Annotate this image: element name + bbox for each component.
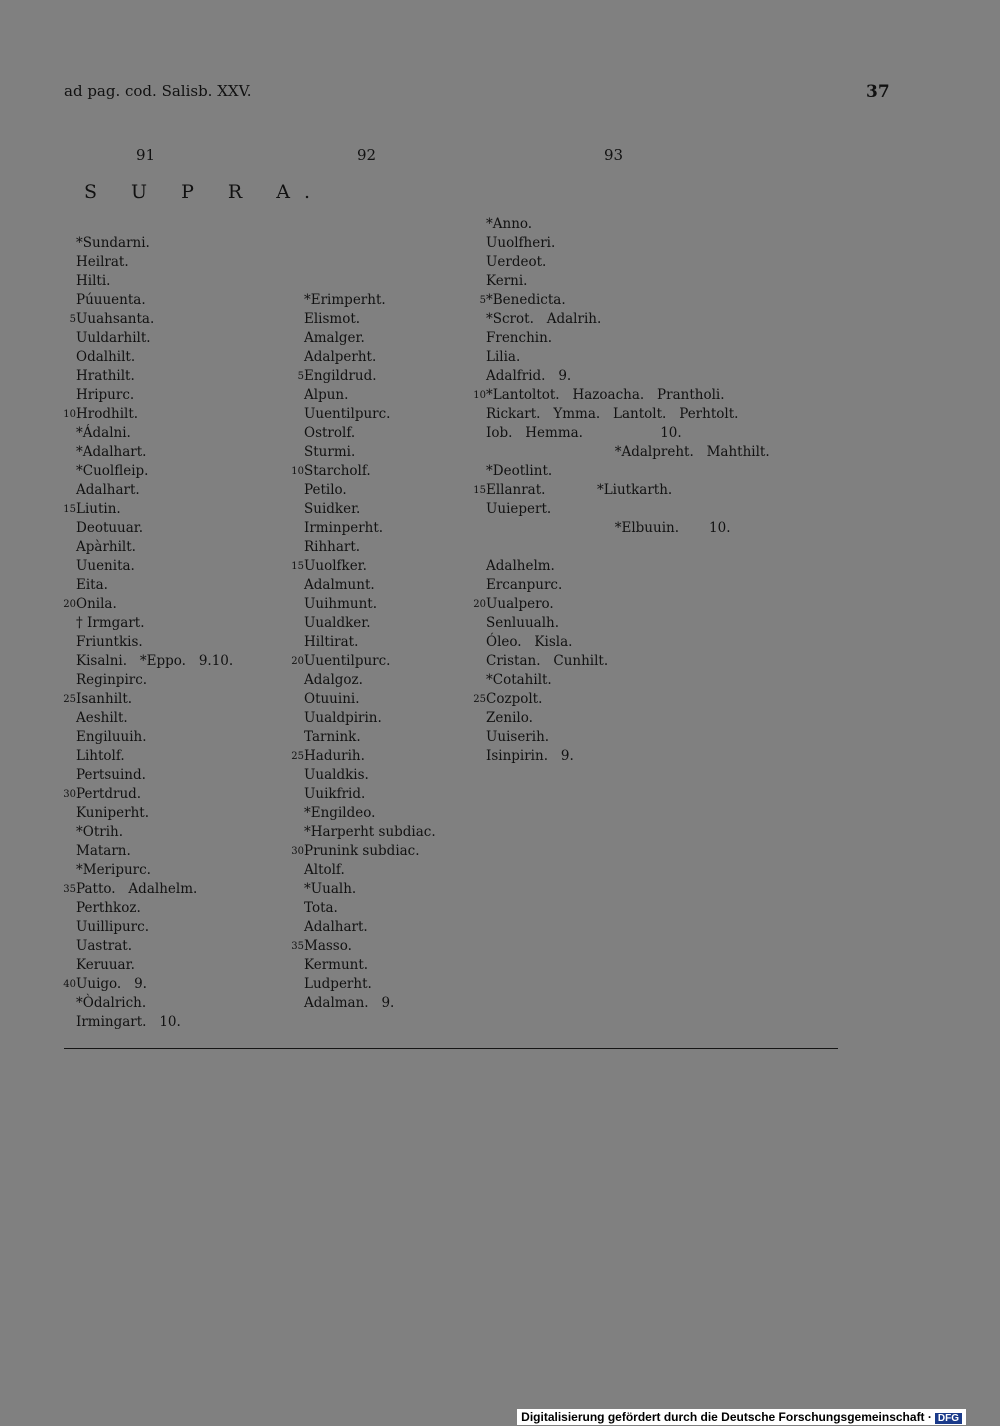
name-entry: *Otrih. xyxy=(76,824,123,840)
name-entry: Uuentilpurc. xyxy=(304,653,391,669)
entry-line xyxy=(284,633,484,652)
entry-line xyxy=(466,614,786,633)
entry-line xyxy=(284,804,484,823)
entry-line xyxy=(56,272,276,291)
line-number: 5 xyxy=(479,295,486,306)
entry-line xyxy=(56,633,276,652)
name-entry: Hrodhilt. xyxy=(76,406,139,422)
name-entry: *Sundarni. xyxy=(76,235,150,251)
section-title: S U P R A. xyxy=(84,181,325,203)
entry-line xyxy=(284,310,484,329)
entry-line xyxy=(56,918,276,937)
entry-line xyxy=(56,386,276,405)
entry-line xyxy=(56,367,276,386)
bottom-rule xyxy=(64,1048,838,1049)
name-entry: Adalhelm. xyxy=(486,558,555,574)
footer-credit xyxy=(517,1409,966,1425)
name-entry: Uuihmunt. xyxy=(304,596,377,612)
name-entry: Adalfrid. 9. xyxy=(486,368,572,384)
entry-line xyxy=(56,614,276,633)
entry-line xyxy=(466,462,786,481)
name-entry: Zenilo. xyxy=(486,710,533,726)
name-entry: *Benedicta. xyxy=(486,292,566,308)
entry-line xyxy=(466,291,786,310)
name-entry: *Meripurc. xyxy=(76,862,151,878)
entry-line xyxy=(56,956,276,975)
entry-line xyxy=(284,500,484,519)
name-entry: Adalmunt. xyxy=(304,577,375,593)
entry-line xyxy=(56,481,276,500)
entry-line xyxy=(284,842,484,861)
entry-line xyxy=(284,462,484,481)
name-entry: Isanhilt. xyxy=(76,691,133,707)
entry-line xyxy=(56,899,276,918)
entry-line xyxy=(56,785,276,804)
entry-line xyxy=(466,234,786,253)
name-entry: Uuolfheri. xyxy=(486,235,556,251)
entry-line xyxy=(56,1013,276,1032)
name-entry: Púuuenta. xyxy=(76,292,146,308)
name-entry: Reginpirc. xyxy=(76,672,148,688)
page-number: 37 xyxy=(866,82,890,102)
name-entry: Irminperht. xyxy=(304,520,384,536)
name-entry: Prunink subdiac. xyxy=(304,843,420,859)
entry-line xyxy=(284,614,484,633)
name-entry: Pertsuind. xyxy=(76,767,146,783)
entry-line xyxy=(56,557,276,576)
entry-line xyxy=(466,310,786,329)
entry-line xyxy=(56,443,276,462)
name-entry: Adalhart. xyxy=(76,482,140,498)
name-entry: Lihtolf. xyxy=(76,748,125,764)
name-entry: Uualdker. xyxy=(304,615,371,631)
name-entry: Uuldarhilt. xyxy=(76,330,151,346)
entry-line xyxy=(284,652,484,671)
name-entry: *Adalpreht. Mahthilt. xyxy=(486,444,770,460)
name-entry: Adalman. 9. xyxy=(304,995,395,1011)
entry-line xyxy=(56,652,276,671)
name-entry: Uuiepert. xyxy=(486,501,552,517)
name-entry: Apàrhilt. xyxy=(76,539,136,555)
line-number: 5 xyxy=(297,371,304,382)
entry-line xyxy=(466,329,786,348)
line-number: 5 xyxy=(69,314,76,325)
name-entry: Patto. Adalhelm. xyxy=(76,881,198,897)
entry-line xyxy=(56,861,276,880)
entry-line xyxy=(56,709,276,728)
name-entry: *Ádalni. xyxy=(76,425,131,441)
name-entry: Adalperht. xyxy=(304,349,377,365)
column-number-92: 92 xyxy=(357,146,377,164)
entry-line xyxy=(466,253,786,272)
name-entry: *Cotahilt. xyxy=(486,672,552,688)
name-entry: Adalgoz. xyxy=(304,672,363,688)
name-entry: Matarn. xyxy=(76,843,131,859)
entry-line xyxy=(56,576,276,595)
name-entry: Uerdeot. xyxy=(486,254,547,270)
entry-line xyxy=(284,576,484,595)
running-header: ad pag. cod. Salisb. XXV. xyxy=(64,82,252,100)
entry-line xyxy=(284,785,484,804)
line-number: 20 xyxy=(63,599,76,610)
name-entry: Aeshilt. xyxy=(76,710,128,726)
entry-line xyxy=(56,728,276,747)
line-number: 10 xyxy=(291,466,304,477)
entry-line xyxy=(56,462,276,481)
entry-line xyxy=(284,291,484,310)
name-entry: Amalger. xyxy=(304,330,365,346)
line-number: 40 xyxy=(63,979,76,990)
name-entry: Rihhart. xyxy=(304,539,361,555)
entry-line xyxy=(284,918,484,937)
entry-line xyxy=(284,690,484,709)
entry-line xyxy=(466,538,786,557)
line-number: 15 xyxy=(473,485,486,496)
line-number: 35 xyxy=(63,884,76,895)
entry-line xyxy=(284,329,484,348)
entry-line xyxy=(284,481,484,500)
entry-line xyxy=(284,367,484,386)
name-entry: *Erimperht. xyxy=(304,292,386,308)
entry-line xyxy=(466,728,786,747)
line-number: 10 xyxy=(473,390,486,401)
line-number: 15 xyxy=(291,561,304,572)
entry-line xyxy=(466,519,786,538)
entry-line xyxy=(284,728,484,747)
name-entry: Tarnink. xyxy=(304,729,361,745)
name-entry: Tota. xyxy=(304,900,338,916)
entry-line xyxy=(284,538,484,557)
entry-line xyxy=(284,405,484,424)
entry-line xyxy=(56,405,276,424)
entry-line xyxy=(56,937,276,956)
name-entry: Lilia. xyxy=(486,349,521,365)
name-entry: Uuahsanta. xyxy=(76,311,155,327)
entry-line xyxy=(56,747,276,766)
name-entry: Odalhilt. xyxy=(76,349,136,365)
entry-line xyxy=(284,424,484,443)
line-number: 20 xyxy=(473,599,486,610)
entry-line xyxy=(284,766,484,785)
line-number: 30 xyxy=(63,789,76,800)
name-entry: Engildrud. xyxy=(304,368,377,384)
entry-line xyxy=(56,538,276,557)
entry-line xyxy=(56,291,276,310)
name-entry: Starcholf. xyxy=(304,463,371,479)
name-entry: Hilti. xyxy=(76,273,111,289)
entry-line xyxy=(466,595,786,614)
name-entry: Masso. xyxy=(304,938,352,954)
entry-line xyxy=(466,481,786,500)
entry-line xyxy=(56,690,276,709)
entry-line xyxy=(466,215,786,234)
line-number: 25 xyxy=(473,694,486,705)
entry-line xyxy=(466,386,786,405)
name-column-1 xyxy=(56,234,276,1032)
name-entry: *Uualh. xyxy=(304,881,357,897)
entry-line xyxy=(284,709,484,728)
name-entry: Uuenita. xyxy=(76,558,135,574)
entry-line xyxy=(56,519,276,538)
name-entry: Elismot. xyxy=(304,311,361,327)
footer-text: Digitalisierung gefördert durch die Deutsche Forschungsgemeinschaft · xyxy=(521,1410,932,1424)
entry-line xyxy=(284,595,484,614)
entry-line xyxy=(56,994,276,1013)
name-entry: Frenchin. xyxy=(486,330,553,346)
entry-line xyxy=(284,880,484,899)
name-entry: Uuentilpurc. xyxy=(304,406,391,422)
name-entry: Altolf. xyxy=(304,862,345,878)
name-entry: Uuikfrid. xyxy=(304,786,366,802)
entry-line xyxy=(466,272,786,291)
entry-line xyxy=(284,557,484,576)
entry-line xyxy=(284,519,484,538)
name-entry: Cristan. Cunhilt. xyxy=(486,653,609,669)
line-number: 25 xyxy=(291,751,304,762)
entry-line xyxy=(466,690,786,709)
entry-line xyxy=(56,310,276,329)
entry-line xyxy=(56,595,276,614)
name-entry: Pertdrud. xyxy=(76,786,142,802)
name-entry: Perthkoz. xyxy=(76,900,141,916)
name-entry: Irmingart. 10. xyxy=(76,1014,181,1030)
name-entry: Uuigo. 9. xyxy=(76,976,147,992)
entry-line xyxy=(56,234,276,253)
name-entry: *Òdalrich. xyxy=(76,995,147,1011)
line-number: 25 xyxy=(63,694,76,705)
entry-line xyxy=(284,861,484,880)
name-entry: Ludperht. xyxy=(304,976,372,992)
entry-line xyxy=(56,348,276,367)
entry-line xyxy=(466,424,786,443)
entry-line xyxy=(56,823,276,842)
name-column-3 xyxy=(466,215,786,766)
name-entry: Kermunt. xyxy=(304,957,369,973)
entry-line xyxy=(466,671,786,690)
name-entry: *Scrot. Adalrih. xyxy=(486,311,602,327)
name-entry: Hripurc. xyxy=(76,387,135,403)
name-entry: Sturmi. xyxy=(304,444,356,460)
name-entry: Iob. Hemma. 10. xyxy=(486,425,682,441)
line-number: 35 xyxy=(291,941,304,952)
entry-line xyxy=(466,557,786,576)
entry-line xyxy=(284,937,484,956)
name-entry: Suidker. xyxy=(304,501,361,517)
name-column-2 xyxy=(284,291,484,1013)
name-entry: Kuniperht. xyxy=(76,805,149,821)
name-entry: Uuillipurc. xyxy=(76,919,149,935)
entry-line xyxy=(56,671,276,690)
entry-line xyxy=(284,348,484,367)
name-entry: *Engildeo. xyxy=(304,805,376,821)
name-entry: Hadurih. xyxy=(304,748,365,764)
entry-line xyxy=(284,956,484,975)
name-entry: Petilo. xyxy=(304,482,347,498)
name-entry: Liutin. xyxy=(76,501,121,517)
entry-line xyxy=(56,804,276,823)
entry-line xyxy=(284,975,484,994)
name-entry: *Harperht subdiac. xyxy=(304,824,436,840)
line-number: 20 xyxy=(291,656,304,667)
entry-line xyxy=(284,386,484,405)
name-entry: Adalhart. xyxy=(304,919,368,935)
entry-line xyxy=(56,975,276,994)
line-number: 30 xyxy=(291,846,304,857)
entry-line xyxy=(466,367,786,386)
name-entry: Friuntkis. xyxy=(76,634,143,650)
entry-line xyxy=(466,633,786,652)
name-entry: *Cuolfleip. xyxy=(76,463,149,479)
entry-line xyxy=(56,880,276,899)
name-entry: Deotuuar. xyxy=(76,520,144,536)
name-entry: Otuuini. xyxy=(304,691,360,707)
name-entry: Engiluuih. xyxy=(76,729,147,745)
line-number: 10 xyxy=(63,409,76,420)
entry-line xyxy=(284,823,484,842)
entry-line xyxy=(56,842,276,861)
name-entry: Rickart. Ymma. Lantolt. Perhtolt. xyxy=(486,406,739,422)
line-number: 15 xyxy=(63,504,76,515)
name-entry: Senluualh. xyxy=(486,615,559,631)
name-entry: Heilrat. xyxy=(76,254,129,270)
name-entry: Ostrolf. xyxy=(304,425,356,441)
entry-line xyxy=(466,576,786,595)
entry-line xyxy=(466,348,786,367)
entry-line xyxy=(284,994,484,1013)
column-number-93: 93 xyxy=(604,146,624,164)
entry-line xyxy=(56,766,276,785)
name-entry: Eita. xyxy=(76,577,108,593)
name-entry: Óleo. Kisla. xyxy=(486,634,573,650)
entry-line xyxy=(466,405,786,424)
name-entry: Cozpolt. xyxy=(486,691,543,707)
name-entry: Onila. xyxy=(76,596,117,612)
name-entry: Kisalni. *Eppo. 9.10. xyxy=(76,653,234,669)
entry-line xyxy=(56,329,276,348)
entry-line xyxy=(56,500,276,519)
name-entry: Uuiserih. xyxy=(486,729,550,745)
name-entry: † Irmgart. xyxy=(76,615,145,631)
name-entry: Hiltirat. xyxy=(304,634,359,650)
name-entry: Uastrat. xyxy=(76,938,132,954)
entry-line xyxy=(284,899,484,918)
name-entry: Ellanrat. *Liutkarth. xyxy=(486,482,673,498)
name-entry: *Anno. xyxy=(486,216,533,232)
entry-line xyxy=(466,500,786,519)
name-entry: Uualpero. xyxy=(486,596,554,612)
name-entry: Uualdpirin. xyxy=(304,710,382,726)
name-entry: Kerni. xyxy=(486,273,528,289)
name-entry: Isinpirin. 9. xyxy=(486,748,574,764)
name-entry: Ercanpurc. xyxy=(486,577,563,593)
entry-line xyxy=(56,253,276,272)
name-entry: Hrathilt. xyxy=(76,368,135,384)
name-entry: *Lantoltot. Hazoacha. Prantholi. xyxy=(486,387,725,403)
entry-line xyxy=(284,671,484,690)
entry-line xyxy=(56,424,276,443)
name-entry: Uualdkis. xyxy=(304,767,369,783)
name-entry: Alpun. xyxy=(304,387,349,403)
entry-line xyxy=(284,443,484,462)
name-entry: *Deotlint. xyxy=(486,463,553,479)
entry-line xyxy=(284,747,484,766)
name-entry: *Adalhart. xyxy=(76,444,147,460)
entry-line xyxy=(466,747,786,766)
entry-line xyxy=(466,709,786,728)
name-entry: Uuolfker. xyxy=(304,558,367,574)
name-entry: *Elbuuin. 10. xyxy=(486,520,731,536)
name-entry: Keruuar. xyxy=(76,957,135,973)
column-number-91: 91 xyxy=(136,146,156,164)
entry-line xyxy=(466,443,786,462)
dfg-logo: DFG xyxy=(935,1413,962,1424)
entry-line xyxy=(466,652,786,671)
